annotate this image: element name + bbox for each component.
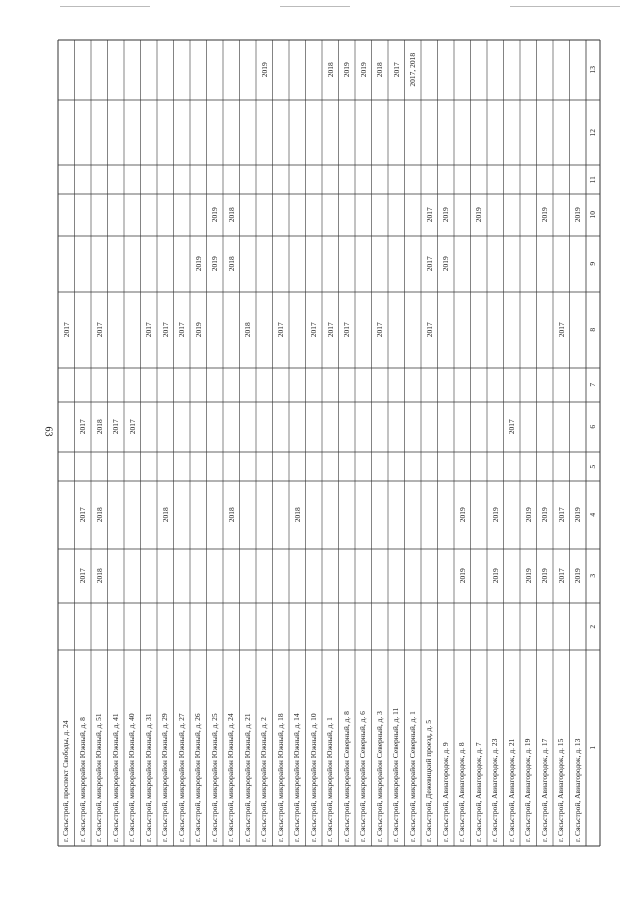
table-cell-col-13: 2018 xyxy=(375,62,384,78)
column-header-11: 11 xyxy=(588,175,598,184)
table-cell-col-3: 2019 xyxy=(523,568,533,584)
table-cell-col-6: 2017 xyxy=(111,419,120,435)
table-cell-col-4: 2018 xyxy=(292,507,302,523)
table-cell-col-8: 2017 xyxy=(309,322,318,338)
row-address: г. Сясьстрой, микрорайон Южный, д. 29 xyxy=(160,713,170,842)
table-cell-col-4: 2019 xyxy=(573,507,582,523)
table-cell-col-3: 2019 xyxy=(457,568,467,584)
row-address: г. Сясьстрой, микрорайон Северный, д. 8 xyxy=(341,711,351,842)
table-cell-col-8: 2017 xyxy=(342,322,351,338)
table-cell-col-10: 2018 xyxy=(226,207,236,223)
table-cell-col-8: 2017 xyxy=(424,322,434,338)
table-cell-col-4: 2018 xyxy=(160,507,170,523)
table-cell-col-4: 2019 xyxy=(490,507,500,523)
row-address: г. Сясьстрой, микрорайон Южный, д. 27 xyxy=(176,713,186,842)
row-address: г. Сясьстрой, проспект Свободы, д. 24 xyxy=(61,720,71,842)
table-cell-col-8: 2017 xyxy=(94,322,104,338)
table-cell-col-3: 2018 xyxy=(94,568,104,584)
table-cell-col-8: 2017 xyxy=(276,322,285,338)
column-header-2: 2 xyxy=(588,624,598,629)
table-cell-col-8: 2018 xyxy=(243,322,252,338)
row-address: г. Сясьстрой, микрорайон Южный, д. 18 xyxy=(275,713,285,842)
table-cell-col-4: 2019 xyxy=(457,507,467,523)
table-cell-col-3: 2019 xyxy=(573,568,582,584)
row-address: г. Сясьстрой, микрорайон Южный, д. 2 xyxy=(259,717,269,842)
row-address: г. Сясьстрой, микрорайон Северный, д. 1 xyxy=(407,711,417,842)
row-address: г. Сясьстрой, микрорайон Южный, д. 10 xyxy=(308,713,318,842)
row-address: г. Сясьстрой, микрорайон Южный, д. 26 xyxy=(193,713,203,842)
column-header-10: 10 xyxy=(588,211,598,219)
table-cell-col-4: 2017 xyxy=(556,507,566,523)
row-address: г. Сясьстрой, Авиагородок, д. 23 xyxy=(490,738,500,842)
table-cell-col-13: 2017 xyxy=(391,62,401,78)
row-address: г. Сясьстрой, микрорайон Северный, д. 11 xyxy=(391,707,401,842)
table-cell-col-4: 2017 xyxy=(78,507,87,523)
column-header-3: 3 xyxy=(588,574,598,578)
table-cell-col-9: 2019 xyxy=(210,256,219,272)
row-address: г. Сясьстрой, микрорайон Южный, д. 25 xyxy=(209,713,219,842)
table-cell-col-9: 2018 xyxy=(226,256,236,272)
table-cell-col-8: 2017 xyxy=(375,322,384,338)
row-address: г. Сясьстрой, микрорайон Южный, д. 41 xyxy=(110,713,120,842)
row-address: г. Сясьстрой, микрорайон Южный, д. 24 xyxy=(226,713,236,842)
row-address: г. Сясьстрой, Авиагородок, д. 9 xyxy=(440,742,450,842)
table-cell-col-10: 2019 xyxy=(540,207,549,223)
column-header-9: 9 xyxy=(588,262,598,266)
column-header-12: 12 xyxy=(588,128,598,137)
table-cell-col-3: 2019 xyxy=(490,568,500,584)
table-cell-col-13: 2019 xyxy=(342,62,351,78)
row-address: г. Сясьстрой, Авиагородок, д. 8 xyxy=(457,742,467,842)
row-address: г. Сясьстрой, Авиагородок, д. 21 xyxy=(506,738,516,842)
table-cell-col-8: 2017 xyxy=(325,322,335,338)
table-cell-col-8: 2017 xyxy=(177,322,186,338)
column-header-6: 6 xyxy=(588,425,598,429)
row-address: г. Сясьстрой, микрорайон Южный, д. 1 xyxy=(325,717,335,842)
table-cell-col-13: 2018 xyxy=(325,62,335,78)
table-cell-col-10: 2017 xyxy=(424,207,434,223)
row-address: г. Сясьстрой, микрорайон Южный, д. 8 xyxy=(77,717,87,842)
row-address: г. Сясьстрой, микрорайон Северный, д. 6 xyxy=(358,711,368,842)
table-cell-col-6: 2018 xyxy=(94,419,104,435)
column-header-1: 1 xyxy=(588,746,598,750)
row-address: г. Сясьстрой, микрорайон Южный, д. 21 xyxy=(242,713,252,842)
table-cell-col-6: 2017 xyxy=(507,419,516,435)
table-cell-col-13: 2017, 2018 xyxy=(408,53,417,87)
column-header-5: 5 xyxy=(588,464,598,469)
table-cell-col-13: 2019 xyxy=(358,62,368,78)
table-cell-col-8: 2017 xyxy=(144,322,153,338)
column-header-8: 8 xyxy=(588,328,598,332)
table-cell-col-9: 2019 xyxy=(193,256,203,272)
column-header-7: 7 xyxy=(588,383,598,387)
page-number: 63 xyxy=(42,426,54,436)
row-address: г. Сясьстрой, Авиагородок, д. 15 xyxy=(556,738,566,842)
table-cell-col-10: 2019 xyxy=(474,207,483,223)
table-cell-col-8: 2017 xyxy=(556,322,566,338)
row-address: г. Сясьстрой, Авиагородок, д. 17 xyxy=(539,738,549,842)
column-header-13: 13 xyxy=(588,66,598,74)
table-cell-col-9: 2019 xyxy=(441,256,450,272)
row-address: г. Сясьстрой, Авиагородок, д. 13 xyxy=(572,738,582,842)
table-cell-col-9: 2017 xyxy=(424,256,434,272)
table-cell-col-6: 2017 xyxy=(127,419,137,435)
table-cell-col-8: 2017 xyxy=(61,322,71,338)
row-address: г. Сясьстрой, микрорайон Южный, д. 40 xyxy=(127,713,137,842)
table-cell-col-4: 2019 xyxy=(523,507,533,523)
row-address: г. Сясьстрой, Дежевицкий проезд, д. 5 xyxy=(424,720,434,842)
table-cell-col-4: 2019 xyxy=(540,507,549,523)
row-address: г. Сясьстрой, микрорайон Южный, д. 14 xyxy=(292,713,302,842)
column-header-4: 4 xyxy=(588,513,598,517)
row-address: г. Сясьстрой, микрорайон Северный, д. 3 xyxy=(374,711,384,842)
row-address: г. Сясьстрой, микрорайон Южный, д. 51 xyxy=(94,713,104,842)
row-address: г. Сясьстрой, Авиагородок, д. 19 xyxy=(523,738,533,842)
table-cell-col-10: 2019 xyxy=(210,207,219,223)
table-cell-col-4: 2018 xyxy=(94,507,104,523)
table-cell-col-8: 2019 xyxy=(193,322,203,338)
table-cell-col-3: 2017 xyxy=(556,568,566,584)
table-cell-col-10: 2019 xyxy=(573,207,582,223)
row-address: г. Сясьстрой, микрорайон Южный, д. 31 xyxy=(143,713,153,842)
table-cell-col-10: 2019 xyxy=(441,207,450,223)
table-cell-col-13: 2019 xyxy=(259,62,269,78)
table-cell-col-3: 2017 xyxy=(78,568,87,584)
table-cell-col-8: 2017 xyxy=(160,322,170,338)
table-cell-col-6: 2017 xyxy=(78,419,87,435)
row-address: г. Сясьстрой, Авиагородок, д. 7 xyxy=(473,742,483,842)
table-cell-col-3: 2019 xyxy=(540,568,549,584)
table-cell-col-4: 2018 xyxy=(226,507,236,523)
